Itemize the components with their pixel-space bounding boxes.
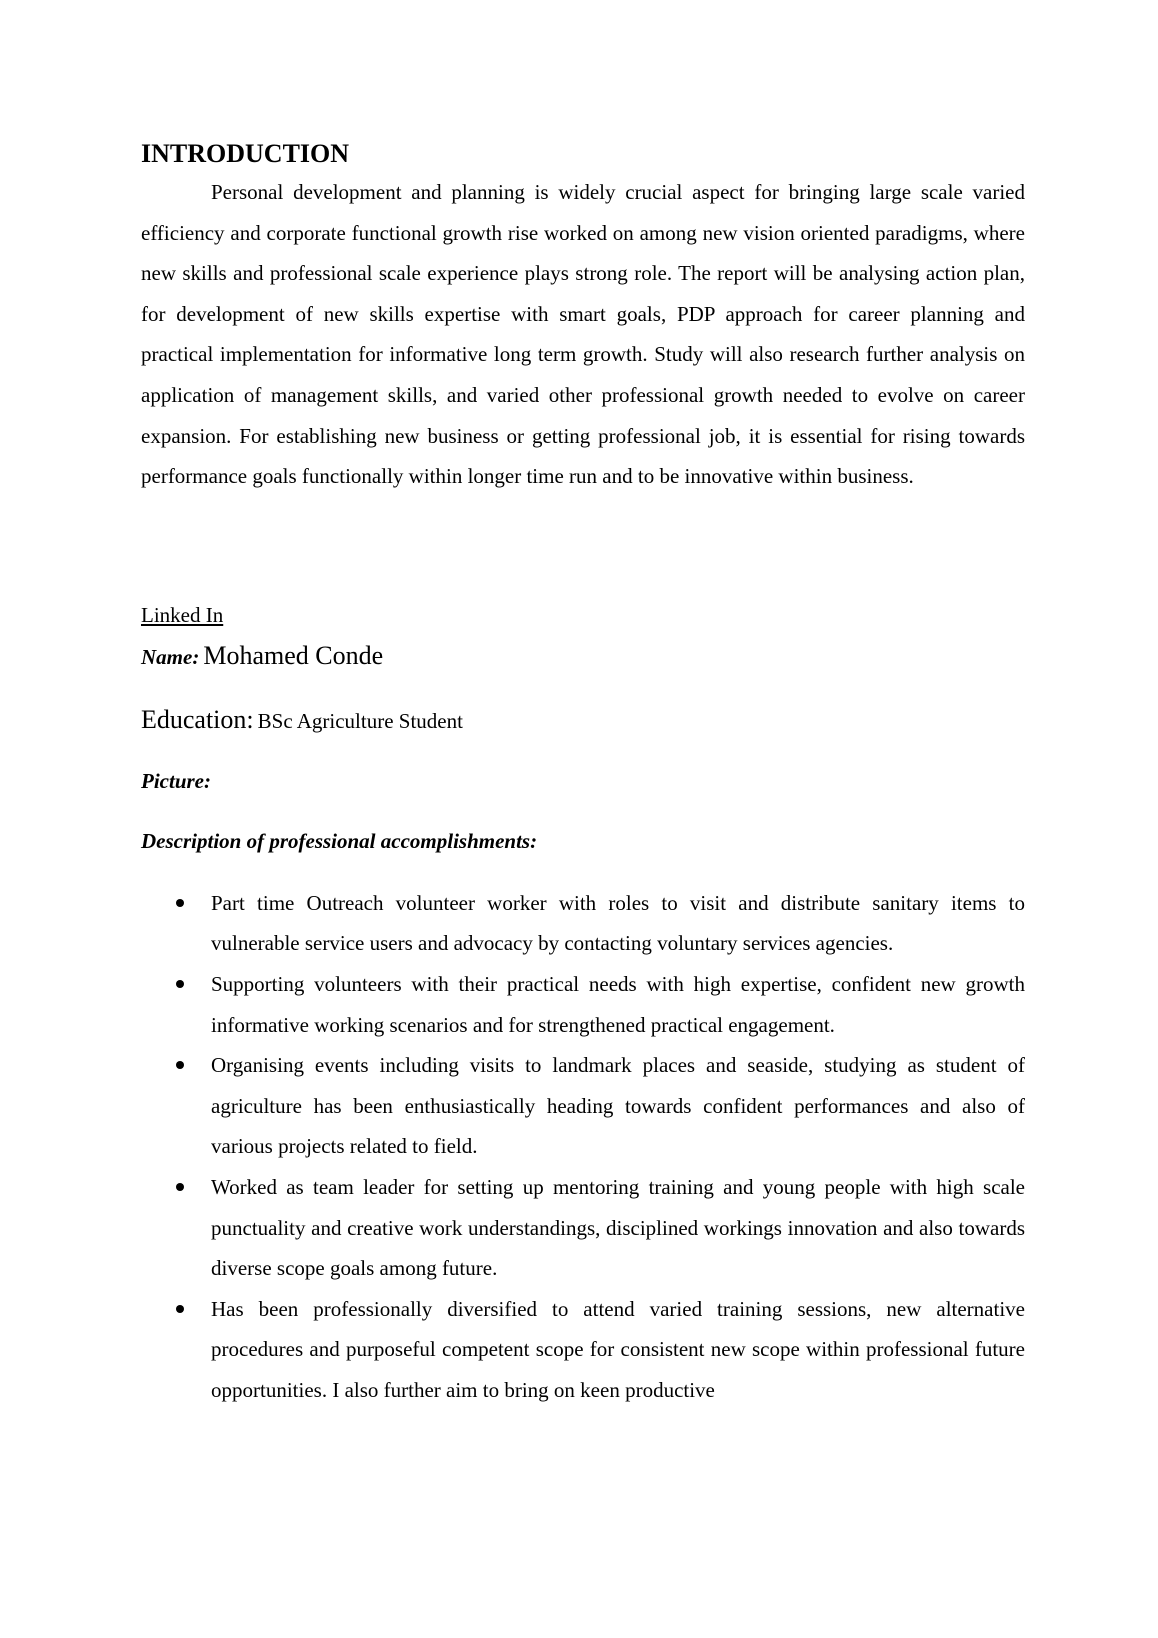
name-label: Name: <box>141 644 200 669</box>
section-heading: INTRODUCTION <box>141 139 350 168</box>
document-page <box>141 138 1025 1410</box>
name-line <box>141 640 1025 676</box>
list-item <box>141 883 1025 964</box>
list-item-text: Worked as team leader for setting up mentoring training and young people with high scale punctuality and creative work understandings, disciplined workings innovation and also towards diverse scope goals among future. <box>211 1174 1025 1281</box>
intro-paragraph: Personal development and planning is widely crucial aspect for bringing large scale varied efficiency and corporate functional growth rise worked on among new vision oriented paradigms, where new skills and professional scale experience plays strong role. The report will be analysing action plan, for development of new skills expertise with smart goals, PDP approach for career planning and practical implementation for informative long term growth. Study will also research further analysis on application of management skills, and varied other professional growth needed to evolve on career expansion. For establishing new business or getting professional job, it is essential for rising towards performance goals functionally within longer time run and to be innovative within business. <box>141 180 1025 489</box>
picture-line <box>141 768 1025 794</box>
bullet-icon <box>176 1305 184 1313</box>
accomplishments-list <box>141 883 1025 1411</box>
education-label: Education: <box>141 704 254 734</box>
description-label: Description of professional accomplishments: <box>141 828 538 853</box>
list-item-text: Has been professionally diversified to attend varied training sessions, new alternative procedures and purposeful competent scope for consistent new scope within professional future opportunities. I also further aim to bring on keen productive <box>211 1296 1025 1402</box>
description-line <box>141 828 1025 854</box>
list-item <box>141 964 1025 1045</box>
bullet-icon <box>176 1183 184 1191</box>
list-item-text: Organising events including visits to landmark places and seaside, studying as student of agriculture has been enthusiastically heading towards confident performances and also of various projects related to field. <box>211 1053 1025 1159</box>
list-item <box>141 1289 1025 1411</box>
list-item <box>141 1167 1025 1289</box>
list-item-text: Supporting volunteers with their practical needs with high expertise, confident new growth informative working scenarios and for strengthened practical engagement. <box>211 971 1025 1037</box>
list-item <box>141 1045 1025 1167</box>
bullet-icon <box>176 980 184 988</box>
bullet-icon <box>176 1061 184 1069</box>
name-value: Mohamed Conde <box>203 640 384 670</box>
picture-label: Picture: <box>141 768 211 793</box>
list-item-text: Part time Outreach volunteer worker with roles to visit and distribute sanitary items to vulnerable service users and advocacy by contacting voluntary services agencies. <box>211 890 1025 956</box>
bullet-icon <box>176 899 184 907</box>
education-value: BSc Agriculture Student <box>257 708 463 733</box>
linkedin-label: Linked In <box>141 602 224 627</box>
education-line <box>141 704 1025 740</box>
